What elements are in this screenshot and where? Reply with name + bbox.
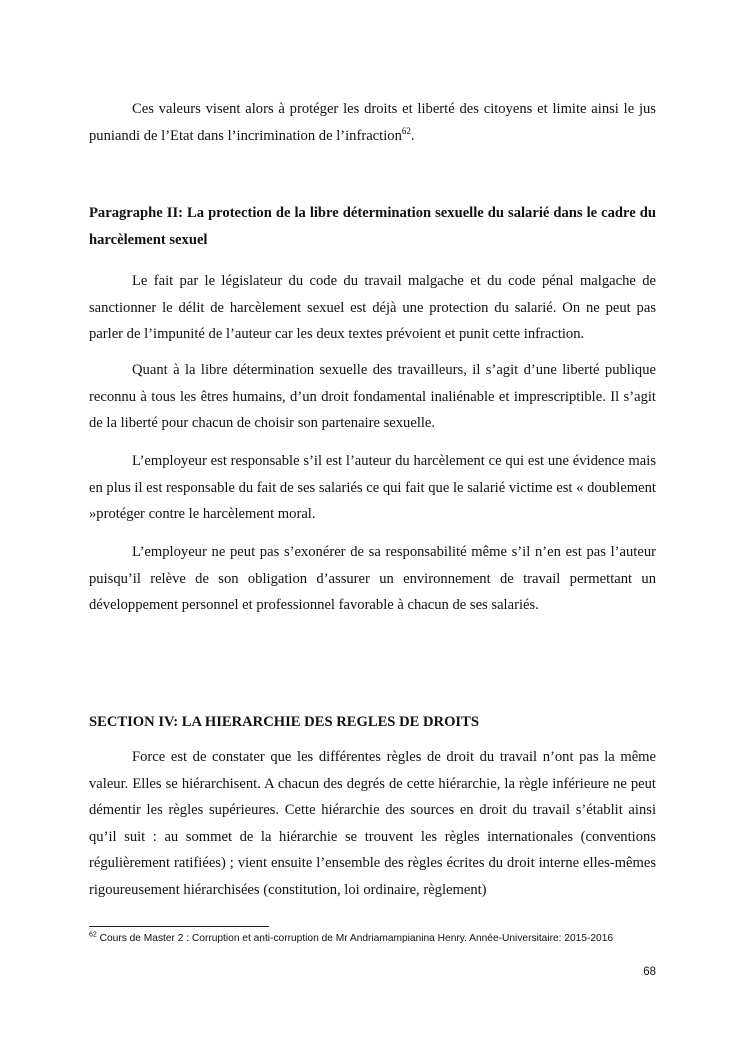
footnote	[89, 931, 659, 947]
body-paragraph-4: L’employeur ne peut pas s’exonérer de sa responsabilité même s’il n’en est pas l’auteur puisqu’il relève de son obligation d’assurer un environnement de travail permettant un développement personnel et professionnel favorable à chacun de ses salariés.	[89, 544, 656, 613]
footnote-separator	[89, 926, 269, 927]
body-paragraph-3: L’employeur est responsable s’il est l’auteur du harcèlement ce qui est une évidence mais en plus il est responsable du fait de ses salariés ce qui fait que le salarié victime est « doublement »protéger contre le harcèlement moral.	[89, 453, 656, 522]
body-paragraph-5: Force est de constater que les différentes règles de droit du travail n’ont pas la même valeur. Elles se hiérarchisent. A chacun des degrés de cette hiérarchie, la règle inférieure ne peut démentir les règles supérieures. Cette hiérarchie des sources en droit du travail s’établit ainsi qu’il suit : au sommet de la hiérarchie se trouvent les règles internationales (conventions régulièrement ratifiées) ; vient ensuite l’ensemble des règles écrites du droit interne elles-mêmes rigoureusement hiérarchisées (constitution, loi ordinaire, règlement)	[89, 749, 656, 898]
body-paragraph-1: Le fait par le législateur du code du travail malgache et du code pénal malgache de sanctionner le délit de harcèlement sexuel est déjà une protection du salarié. On ne peut pas parler de l’impunité de l’auteur car les deux textes prévoient et punit cette infraction.	[89, 273, 656, 342]
body-paragraph-2: Quant à la libre détermination sexuelle des travailleurs, il s’agit d’une liberté publique reconnu à tous les êtres humains, d’un droit fondamental inaliénable et imprescriptible. Il s’agit de la liberté pour chacun de choisir son partenaire sexuelle.	[89, 362, 656, 431]
intro-paragraph	[89, 96, 656, 149]
footnote-text: Cours de Master 2 : Corruption et anti-corruption de Mr Andriamampianina Henry. Année-Universitaire: 2015-2016	[96, 933, 614, 944]
section-heading: SECTION IV: LA HIERARCHIE DES REGLES DE DROITS	[89, 714, 479, 730]
footnote-reference: 62	[401, 125, 411, 136]
page-number: 68	[643, 966, 656, 978]
footnote-number: 62	[89, 931, 97, 939]
intro-text: Ces valeurs visent alors à protéger les droits et liberté des citoyens et limite ainsi le jus puniandi de l’Etat dans l’incrimination de l’infraction	[89, 101, 656, 144]
intro-end: .	[410, 127, 415, 144]
paragraph-heading: Paragraphe II: La protection de la libre détermination sexuelle du salarié dans le cadre du harcèlement sexuel	[89, 205, 656, 248]
